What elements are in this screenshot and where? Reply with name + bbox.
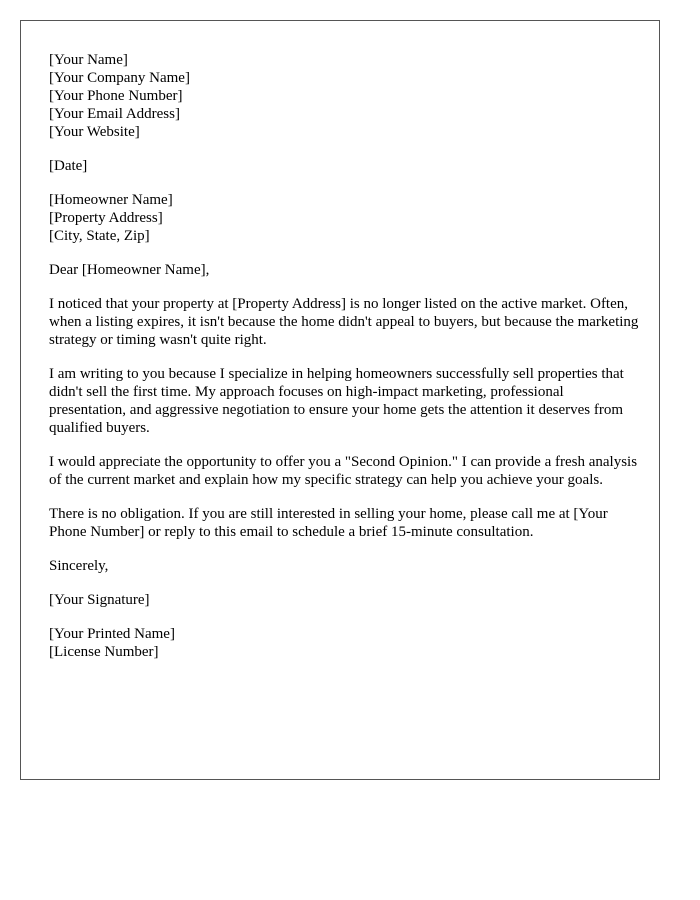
letter-body xyxy=(49,51,639,677)
body-paragraph-2: I am writing to you because I specialize in helping homeowners successfully sell properties that didn't sell the first time. My approach focuses on high-impact marketing, professional presentation, and aggressive negotiation to ensure your home gets the attention it deserves from qualified buyers. xyxy=(49,366,624,436)
recipient-block xyxy=(49,191,639,245)
salutation: Dear [Homeowner Name], xyxy=(49,262,210,278)
sender-website: [Your Website] xyxy=(49,124,140,140)
signature-placeholder: [Your Signature] xyxy=(49,592,150,608)
sender-email: [Your Email Address] xyxy=(49,106,180,122)
body-paragraph-3: I would appreciate the opportunity to offer you a "Second Opinion." I can provide a fresh analysis of the current market and explain how my specific strategy can help you achieve your goals. xyxy=(49,454,638,488)
footer-block xyxy=(49,625,639,661)
recipient-address: [Property Address] xyxy=(49,210,163,226)
date-block xyxy=(49,157,639,175)
body-paragraph-1: I noticed that your property at [Property Address] is no longer listed on the active market. Often, when a listing expires, it isn't because the home didn't appeal to buyers, but because the marketing strategy or timing wasn't quite right. xyxy=(49,296,639,348)
letter-date: [Date] xyxy=(49,158,88,174)
body-paragraph-4: There is no obligation. If you are still interested in selling your home, please call me at [Your Phone Number] or reply to this email to schedule a brief 15-minute consultation. xyxy=(49,506,608,540)
license-number: [License Number] xyxy=(49,644,159,660)
closing: Sincerely, xyxy=(49,558,109,574)
printed-name: [Your Printed Name] xyxy=(49,626,175,642)
recipient-city-state-zip: [City, State, Zip] xyxy=(49,228,150,244)
recipient-name: [Homeowner Name] xyxy=(49,192,173,208)
sender-phone: [Your Phone Number] xyxy=(49,88,183,104)
letter-page xyxy=(20,20,660,780)
sender-name: [Your Name] xyxy=(49,52,128,68)
sender-company: [Your Company Name] xyxy=(49,70,190,86)
sender-block xyxy=(49,51,639,141)
